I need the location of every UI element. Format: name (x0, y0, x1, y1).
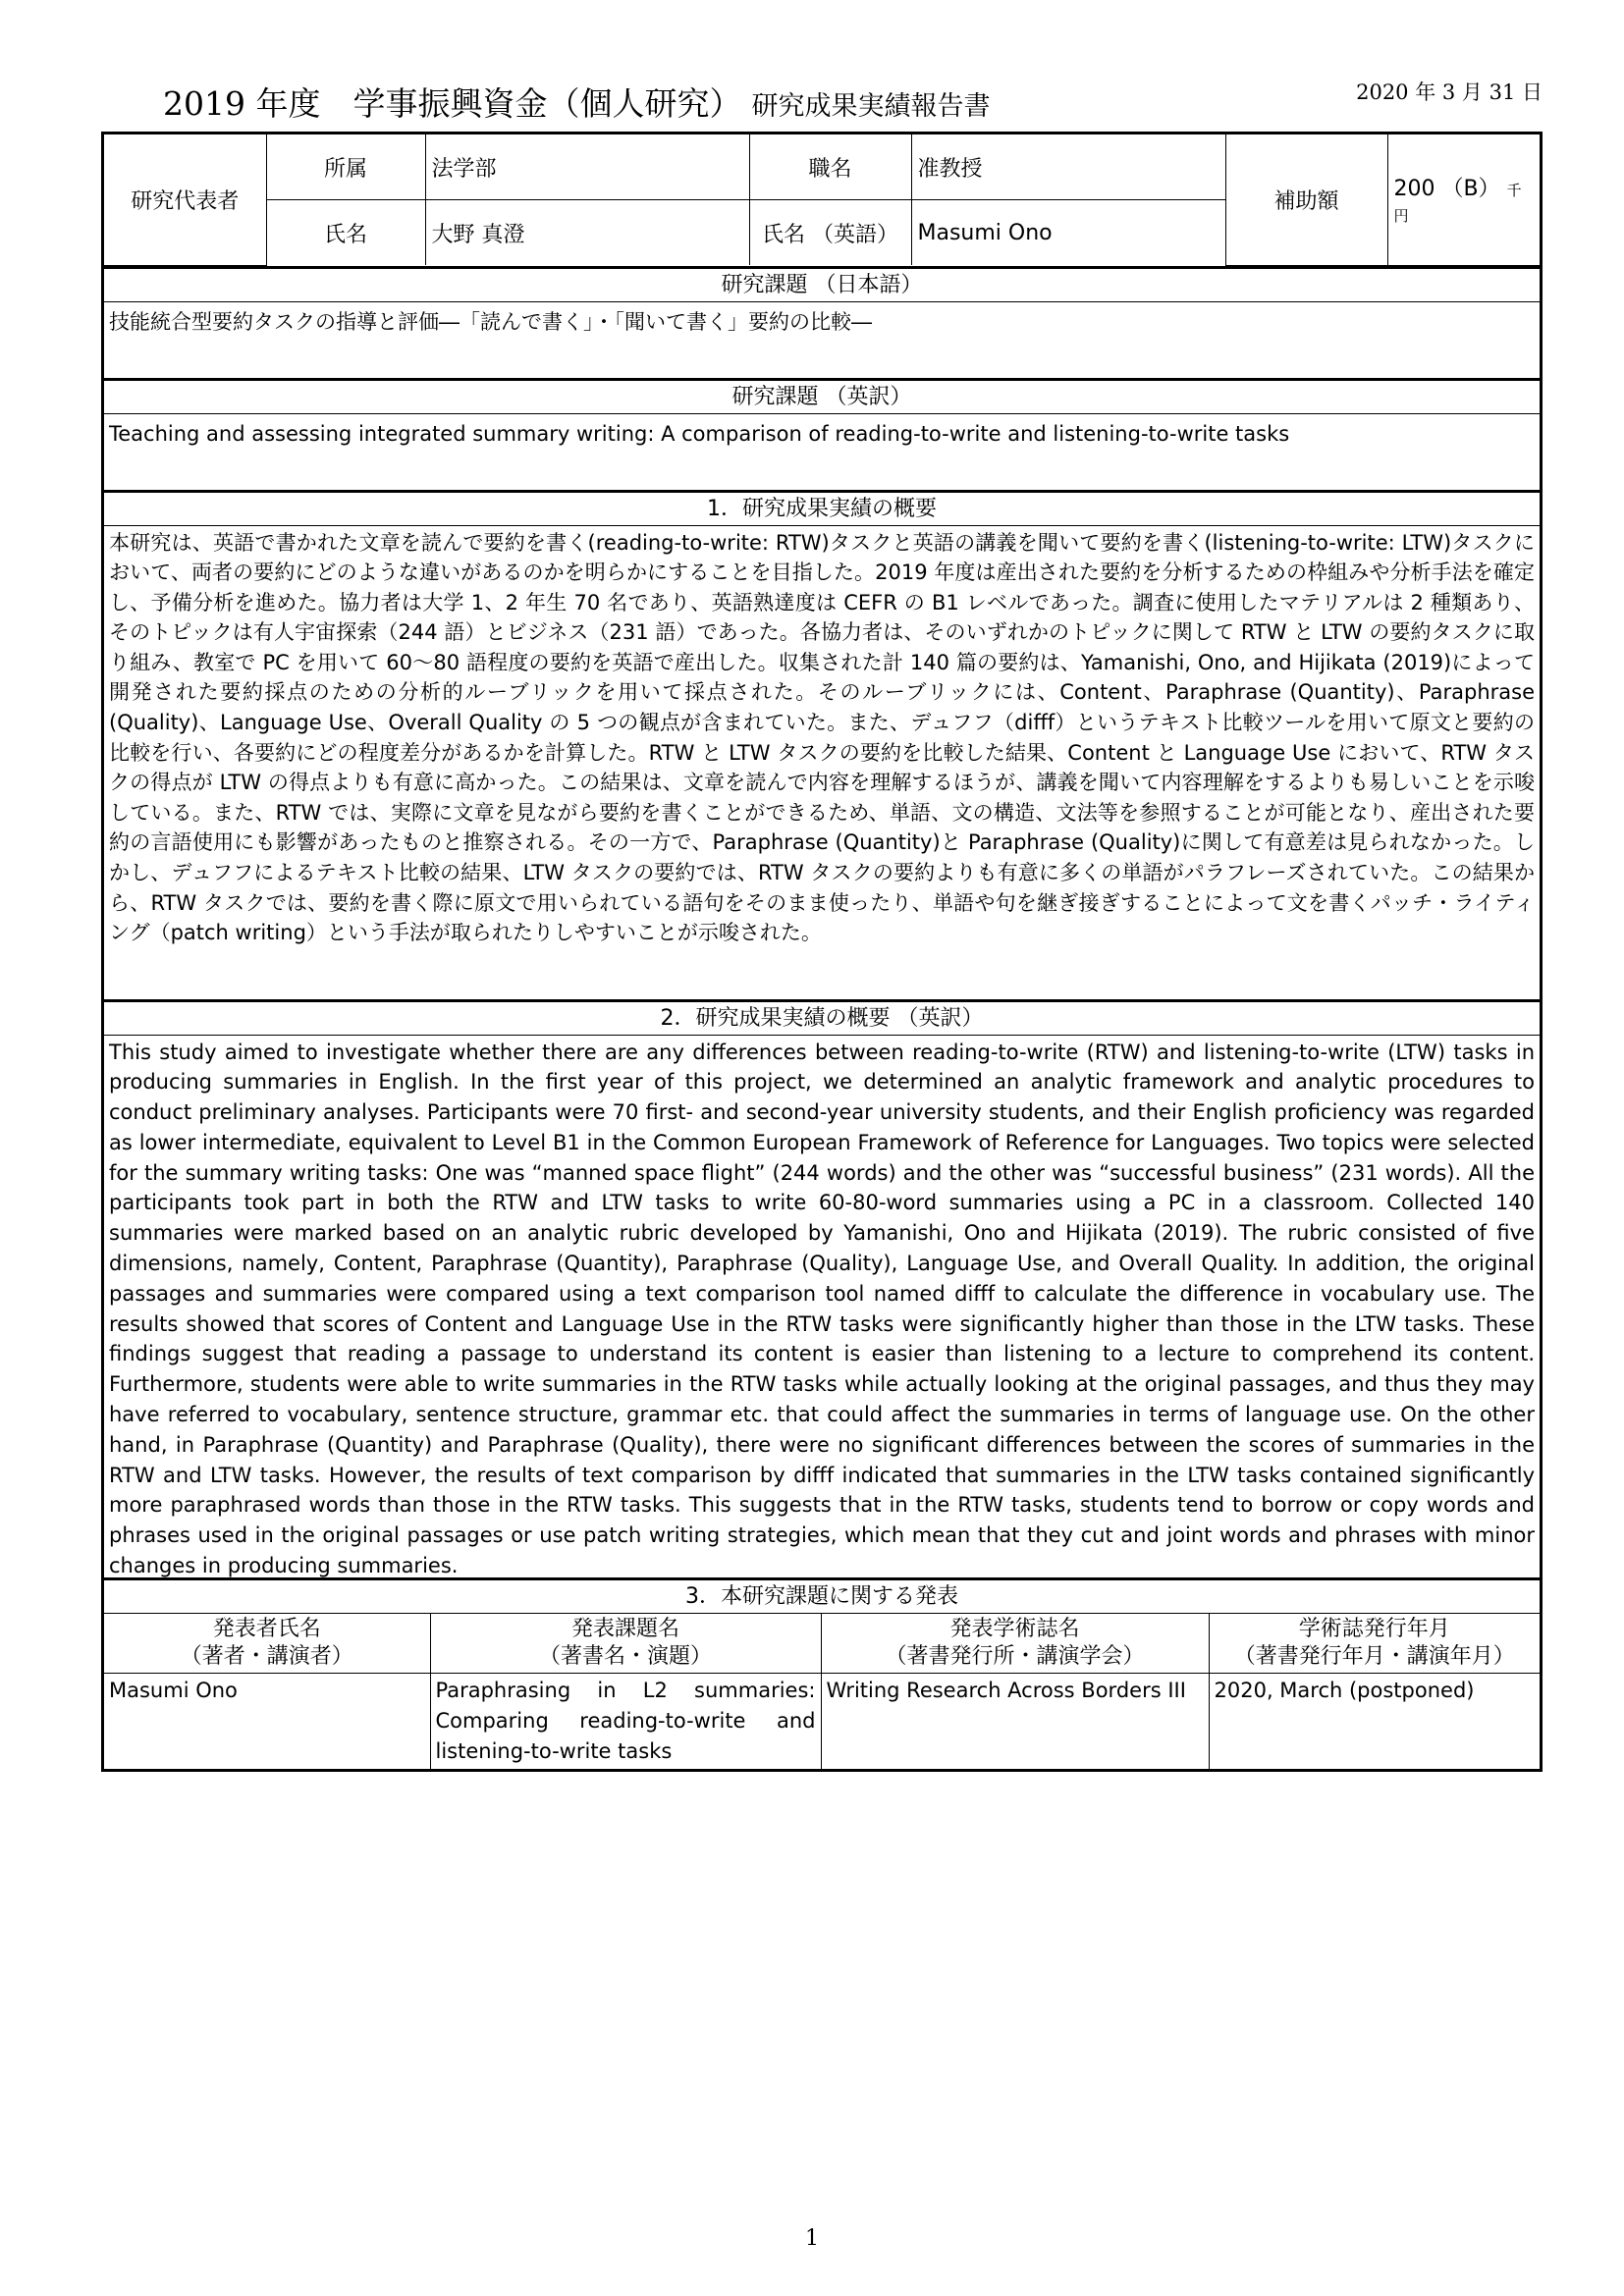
position-label: 職名 (749, 134, 911, 200)
name-value: 大野 真澄 (425, 200, 749, 266)
presenter-cell: Masumi Ono (104, 1673, 430, 1769)
rep-label: 研究代表者 (104, 134, 266, 265)
publications-heading: 3．本研究課題に関する発表 (104, 1577, 1540, 1614)
position-value: 准教授 (911, 134, 1225, 200)
affiliation-value: 法学部 (425, 134, 749, 200)
summary-en-text: This study aimed to investigate whether there are any differences between reading-to-write (RTW) and listening-to-write (LTW) tasks in producing summaries in English. In the first year of this project, we determined an analytic framework and analytic procedures to conduct preliminary analyses. Participants were 70 first- and second-year university students, and their English proficiency was regarded as lower intermediate, equivalent to Level B1 in the Common European Framework of Reference for Languages. Two topics were selected for the summary writing tasks: One was “manned space flight” (244 words) and the other was “successful business” (231 words). All the participants took part in both the RTW and LTW tasks to write 60-80-word summaries using a PC in a classroom. Collected 140 summaries were marked based on an analytic rubric developed by Yamanishi, Ono and Hijikata (2019). The rubric consisted of five dimensions, namely, Content, Paraphrase (Quantity), Paraphrase (Quality), Language Use, and Overall Quality. In addition, the original passages and summaries were compared using a text comparison tool named difff to calculate the difference in vocabulary use. The results showed that scores of Content and Language Use in the RTW tasks were significantly higher than those in the LTW tasks. These findings suggest that reading a passage to understand its content is easier than listening to a lecture to comprehend its content. Furthermore, students were able to write summaries in the RTW tasks while actually looking at the original passages, and thus they may have referred to vocabulary, sentence structure, grammar etc. that could affect the summaries in terms of language use. On the other hand, in Paraphrase (Quantity) and Paraphrase (Quality), there were no significant differences between the scores of summaries in the RTW and LTW tasks. However, the results of text comparison by difff indicated that summaries in the LTW tasks contained significantly more paraphrased words than those in the RTW tasks. This suggests that in the RTW tasks, students tend to borrow or copy words and phrases used in the original passages or use patch writing strategies, which mean that they cut and joint words and phrases with minor changes in producing summaries. (109, 1040, 1535, 1578)
col-header-venue: 発表学術誌名 （著書発行所・講演学会） (821, 1614, 1209, 1674)
date-cell: 2020, March (postponed) (1209, 1673, 1540, 1769)
report-title (163, 79, 990, 125)
grant-label: 補助額 (1225, 134, 1387, 265)
summary-jp-heading: 1．研究成果実績の概要 (104, 490, 1540, 526)
name-label: 氏名 (266, 200, 425, 266)
page-number: 1 (805, 2226, 819, 2251)
theme-en-text: Teaching and assessing integrated summary writing: A comparison of reading-to-write and listening-to-write tasks (109, 421, 1290, 446)
venue-cell: Writing Research Across Borders III (821, 1673, 1209, 1769)
grant-value: 200 （B） (1393, 177, 1507, 202)
theme-jp-heading: 研究課題 （日本語） (104, 266, 1540, 302)
summary-jp-text: 本研究は、英語で書かれた文章を読んで要約を書く(reading-to-write: RTW)タスクと英語の講義を聞いて要約を書く(listening-to-write: LTW)タスクにおいて、両者の要約にどのような違いがあるのかを明らかにすることを目指した。2019 年度は産出された要約を分析するための枠組みや分析手法を確定し、予備分析を進めた。協力者は大学 1、2 年生 70 名であり、英語熟達度は CEFR の B1 レベルであった。調査に使用したマテリアルは 2 種類あり、そのトピックは有人宇宙探索（244 語）とビジネス（231 語）であった。各協力者は、そのいずれかのトピックに関して RTW と LTW の要約タスクに取り組み、教室で PC を用いて 60～80 語程度の要約を英語で産出した。収集された計 140 篇の要約は、Yamanishi, Ono, and Hijikata (2019)によって開発された要約採点のための分析的ルーブリックを用いて採点された。そのルーブリックには、Content、Paraphrase (Quantity)、Paraphrase (Quality)、Language Use、Overall Quality の 5 つの観点が含まれていた。また、デュフフ（difff）というテキスト比較ツールを用いて原文と要約の比較を行い、各要約にどの程度差分があるかを計算した。RTW と LTW タスクの要約を比較した結果、Content と Language Use において、RTW タスクの得点が LTW の得点よりも有意に高かった。この結果は、文章を読んで内容を理解するほうが、講義を聞いて内容理解をするよりも易しいことを示唆している。また、RTW では、実際に文章を見ながら要約を書くことができるため、単語、文の構造、文法等を参照することが可能となり、産出された要約の言語使用にも影響があったものと推察される。その一方で、Paraphrase (Quantity)と Paraphrase (Quality)に関して有意差は見られなかった。しかし、デュフフによるテキスト比較の結果、LTW タスクの要約では、RTW タスクの要約よりも有意に多くの単語がパラフレーズされていた。この結果から、RTW タスクでは、要約を書く際に原文で用いられている語句をそのまま使ったり、単語や句を継ぎ接ぎすることによって文を書くパッチ・ライティング（patch writing）という手法が取られたりしやすいことが示唆された。 (109, 530, 1535, 945)
report-form (101, 132, 1543, 1772)
table-row (104, 1673, 1540, 1769)
name-en-value: Masumi Ono (911, 200, 1225, 266)
col-header-title: 発表課題名 （著書名・演題） (430, 1614, 821, 1674)
grant-cell (1387, 134, 1540, 265)
name-en-label: 氏名 （英語） (749, 200, 911, 266)
title-sub: 研究成果実績報告書 (751, 91, 991, 122)
publications-table (104, 1614, 1540, 1769)
report-date: 2020 年 3 月 31 日 (1356, 80, 1543, 104)
researcher-info-table (104, 134, 1540, 266)
grant-unit: 千円 (1393, 182, 1522, 226)
col-header-date: 学術誌発行年月 （著書発行年月・講演年月） (1209, 1614, 1540, 1674)
title-main: 2019 年度 学事振興資金（個人研究） (163, 84, 742, 123)
theme-en-heading: 研究課題 （英訳） (104, 378, 1540, 414)
theme-jp-text: 技能統合型要約タスクの指導と評価―「読んで書く」・「聞いて書く」要約の比較― (109, 309, 872, 334)
col-header-presenter: 発表者氏名 （著者・講演者） (104, 1614, 430, 1674)
title-cell: Paraphrasing in L2 summaries: Comparing reading-to-write and listening-to-write tasks (430, 1673, 821, 1769)
affiliation-label: 所属 (266, 134, 425, 200)
summary-en-heading: 2．研究成果実績の概要 （英訳） (104, 999, 1540, 1036)
